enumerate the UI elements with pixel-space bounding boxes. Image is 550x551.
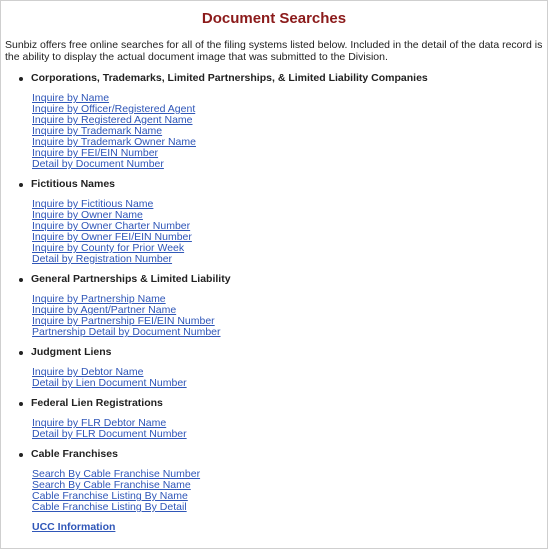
bullet-icon [19, 402, 23, 406]
link-cable-franchise-listing-by-name[interactable]: Cable Franchise Listing By Name [32, 490, 188, 502]
section-links [32, 367, 547, 389]
link-inquire-by-agent-partner-name[interactable]: Inquire by Agent/Partner Name [32, 304, 177, 316]
bullet-icon [19, 77, 23, 81]
section-links [32, 199, 547, 265]
link-inquire-by-name[interactable]: Inquire by Name [32, 92, 110, 104]
link-search-by-cable-franchise-name[interactable]: Search By Cable Franchise Name [32, 479, 191, 491]
bullet-icon [19, 453, 23, 457]
section-heading: Fictitious Names [31, 178, 116, 190]
section-corporations [19, 72, 547, 170]
link-ucc-information[interactable]: UCC Information [32, 521, 116, 533]
search-sections-list [1, 72, 547, 513]
link-inquire-by-trademark-name[interactable]: Inquire by Trademark Name [32, 125, 163, 137]
link-inquire-by-owner-fei-ein[interactable]: Inquire by Owner FEI/EIN Number [32, 231, 192, 243]
link-inquire-by-debtor-name[interactable]: Inquire by Debtor Name [32, 366, 144, 378]
link-inquire-by-registered-agent[interactable]: Inquire by Registered Agent Name [32, 114, 193, 126]
section-heading: Judgment Liens [31, 346, 112, 358]
section-heading: Corporations, Trademarks, Limited Partnerships, & Limited Liability Companies [31, 72, 428, 84]
section-federal-lien-registrations [19, 397, 547, 440]
section-heading: Cable Franchises [31, 448, 118, 460]
link-inquire-by-trademark-owner[interactable]: Inquire by Trademark Owner Name [32, 136, 196, 148]
section-general-partnerships [19, 273, 547, 338]
link-inquire-by-partnership-fei-ein[interactable]: Inquire by Partnership FEI/EIN Number [32, 315, 215, 327]
bullet-icon [19, 183, 23, 187]
link-search-by-cable-franchise-number[interactable]: Search By Cable Franchise Number [32, 468, 201, 480]
intro-text: Sunbiz offers free online searches for all of the filing systems listed below. Included in the detail of the data record is the ability to display the actual document image that was submitted to the Division. [5, 39, 543, 63]
section-judgment-liens [19, 346, 547, 389]
section-links [32, 469, 547, 513]
link-detail-by-registration-number[interactable]: Detail by Registration Number [32, 253, 173, 265]
link-inquire-by-county-prior-week[interactable]: Inquire by County for Prior Week [32, 242, 185, 254]
link-cable-franchise-listing-by-detail[interactable]: Cable Franchise Listing By Detail [32, 501, 187, 513]
section-cable-franchises [19, 448, 547, 513]
section-fictitious-names [19, 178, 547, 265]
bullet-icon [19, 351, 23, 355]
section-heading: Federal Lien Registrations [31, 397, 163, 409]
link-detail-by-lien-document[interactable]: Detail by Lien Document Number [32, 377, 187, 389]
link-inquire-by-fictitious-name[interactable]: Inquire by Fictitious Name [32, 198, 154, 210]
bullet-icon [19, 278, 23, 282]
link-inquire-by-partnership-name[interactable]: Inquire by Partnership Name [32, 293, 166, 305]
section-links [32, 93, 547, 170]
link-inquire-by-officer-agent[interactable]: Inquire by Officer/Registered Agent [32, 103, 196, 115]
link-inquire-by-fei-ein[interactable]: Inquire by FEI/EIN Number [32, 147, 159, 159]
section-links [32, 294, 547, 338]
link-inquire-by-owner-charter-number[interactable]: Inquire by Owner Charter Number [32, 220, 191, 232]
link-detail-by-flr-document[interactable]: Detail by FLR Document Number [32, 428, 187, 440]
link-detail-by-document-number[interactable]: Detail by Document Number [32, 158, 164, 170]
link-inquire-by-owner-name[interactable]: Inquire by Owner Name [32, 209, 143, 221]
section-links [32, 418, 547, 440]
section-heading: General Partnerships & Limited Liability [31, 273, 231, 285]
link-inquire-by-flr-debtor-name[interactable]: Inquire by FLR Debtor Name [32, 417, 167, 429]
page-title: Document Searches [201, 10, 347, 27]
link-partnership-detail-by-document[interactable]: Partnership Detail by Document Number [32, 326, 221, 338]
